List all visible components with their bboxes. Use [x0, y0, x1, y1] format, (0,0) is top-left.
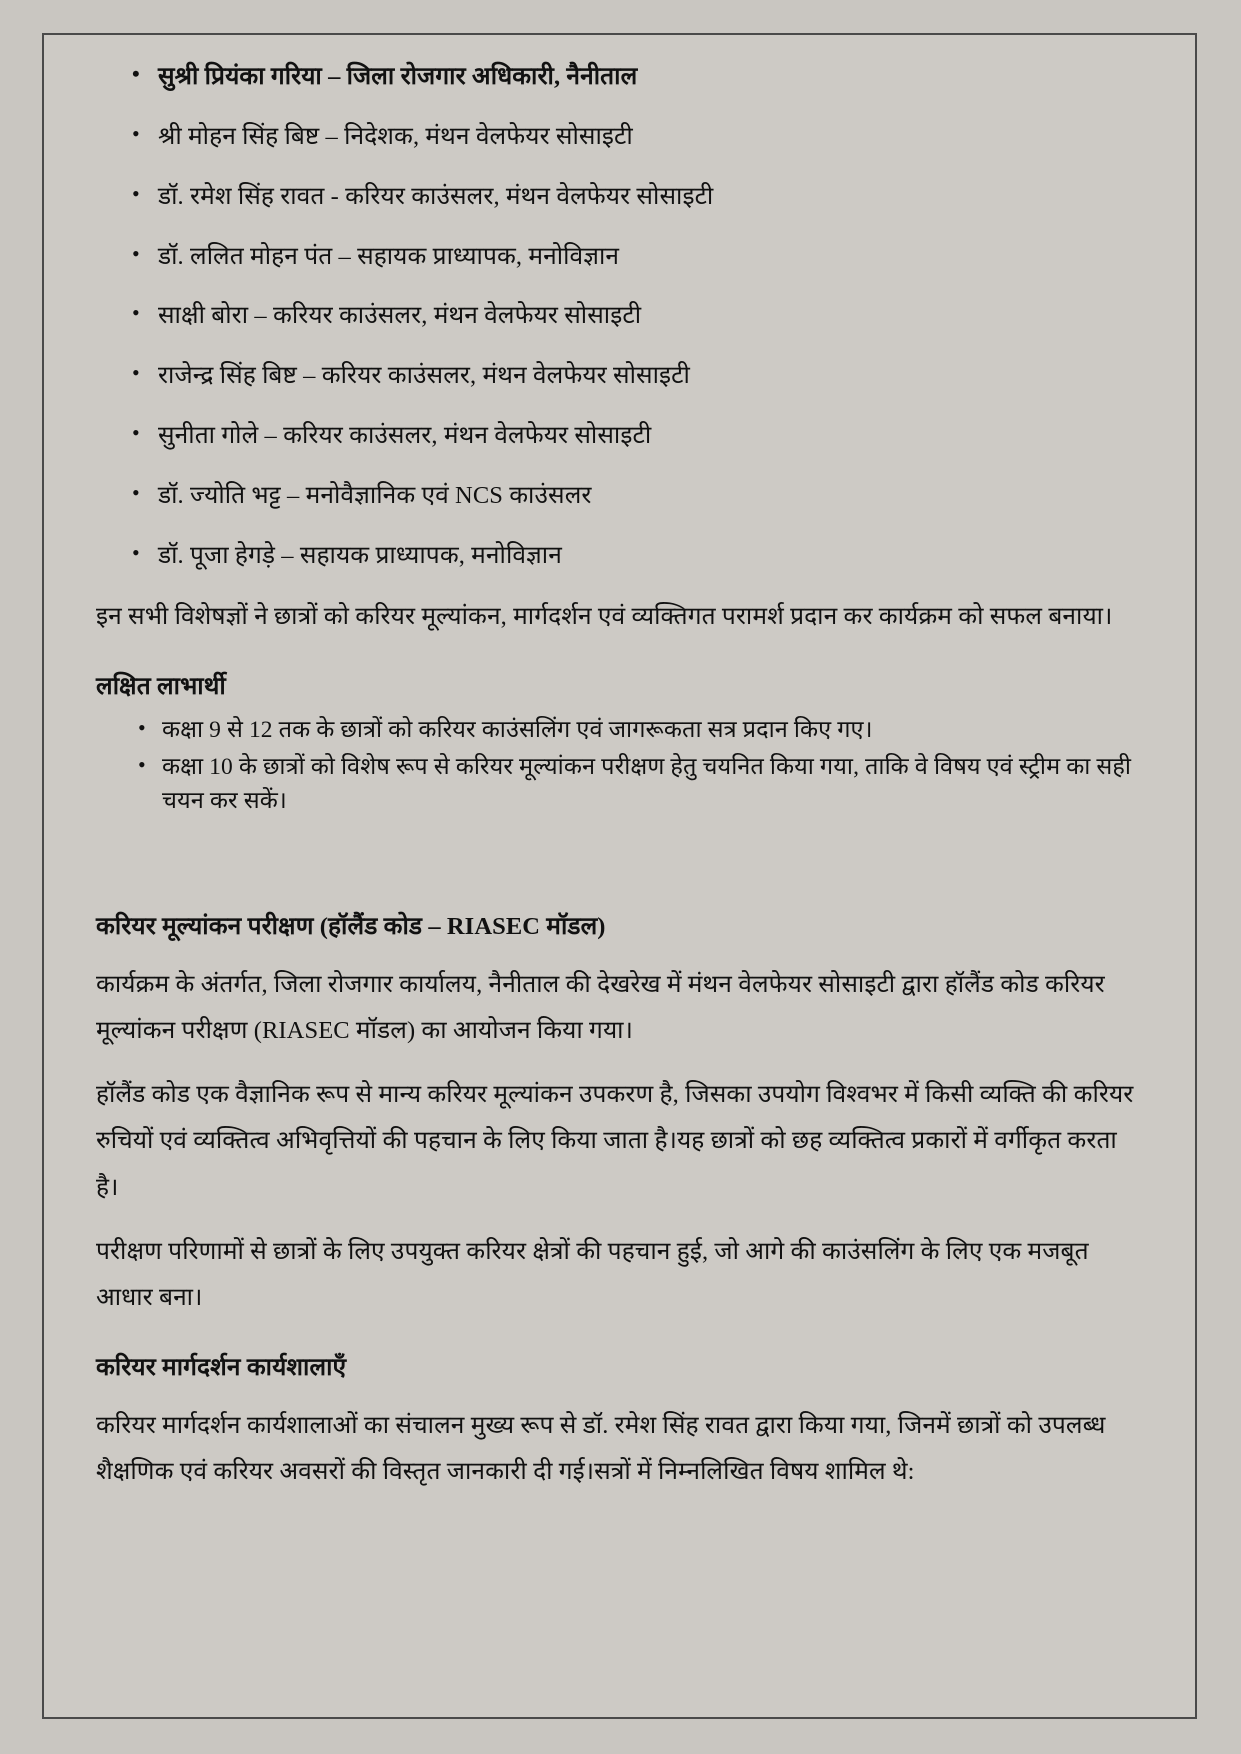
- list-item: [96, 480, 1143, 512]
- spacer: [96, 822, 1143, 910]
- list-item: [96, 540, 1143, 572]
- target-beneficiaries-heading: लक्षित लाभार्थी: [96, 672, 226, 700]
- speaker-text: साक्षी बोरा – करियर काउंसलर, मंथन वेलफेयर सोसाइटी: [158, 302, 642, 330]
- document-content: [96, 61, 1143, 1495]
- document-page: [42, 33, 1197, 1719]
- career-guidance-paragraph-1: करियर मार्गदर्शन कार्यशालाओं का संचालन मुख्य रूप से डॉ. रमेश सिंह रावत द्वारा किया गया, जिनमें छात्रों को उपलब्ध शैक्षणिक एवं करियर अवसरों की विस्तृत जानकारी दी गई।सत्रों में निम्नलिखित विषय शामिल थे:: [96, 1411, 1106, 1485]
- speaker-text: श्री मोहन सिंह बिष्ट – निदेशक, मंथन वेलफेयर सोसाइटी: [158, 122, 633, 150]
- speaker-text: सुनीता गोले – करियर काउंसलर, मंथन वेलफेयर सोसाइटी: [158, 422, 652, 450]
- career-guidance-workshops-heading: करियर मार्गदर्शन कार्यशालाएँ: [96, 1353, 347, 1381]
- career-assessment-paragraph-2: हॉलैंड कोड एक वैज्ञानिक रूप से मान्य करियर मूल्यांकन उपकरण है, जिसका उपयोग विश्वभर में किसी व्यक्ति की करियर रुचियों एवं व्यक्तित्व अभिवृत्तियों की पहचान के लिए किया जाता है।यह छात्रों को छह व्यक्तित्व प्रकारों में वर्गीकृत करता है।: [96, 1081, 1134, 1201]
- spacer: [96, 1211, 1143, 1229]
- career-assessment-paragraph-3: परीक्षण परिणामों से छात्रों के लिए उपयुक्त करियर क्षेत्रों की पहचान हुई, जो आगे की काउंसलिंग के लिए एक मजबूत आधार बना।: [96, 1237, 1089, 1311]
- beneficiary-text: कक्षा 10 के छात्रों को विशेष रूप से करियर मूल्यांकन परीक्षण हेतु चयनित किया गया, ताकि वे विषय एवं स्ट्रीम का सही चयन कर सकें।: [162, 754, 1132, 814]
- career-assessment-paragraph-1: कार्यक्रम के अंतर्गत, जिला रोजगार कार्यालय, नैनीताल की देखरेख में मंथन वेलफेयर सोसाइटी द्वारा हॉलैंड कोड करियर मूल्यांकन परीक्षण (RIASEC मॉडल) का आयोजन किया गया।: [96, 971, 1105, 1045]
- spacer: [96, 1321, 1143, 1351]
- speaker-text: डॉ. रमेश सिंह रावत - करियर काउंसलर, मंथन वेलफेयर सोसाइटी: [158, 182, 714, 210]
- list-item: [96, 420, 1143, 452]
- spacer: [96, 944, 1143, 962]
- speaker-text: डॉ. पूजा हेगड़े – सहायक प्राध्यापक, मनोविज्ञान: [158, 541, 562, 569]
- list-item: [96, 61, 1143, 93]
- spacer: [96, 1054, 1143, 1072]
- spacer: [96, 1385, 1143, 1403]
- list-item: [96, 121, 1143, 153]
- speaker-text: डॉ. ललित मोहन पंत – सहायक प्राध्यापक, मनोविज्ञान: [158, 242, 620, 270]
- target-beneficiaries-list: [96, 714, 1143, 818]
- list-item: [96, 360, 1143, 392]
- speaker-text: डॉ. ज्योति भट्ट – मनोवैज्ञानिक एवं NCS काउंसलर: [158, 481, 592, 509]
- list-item: [96, 181, 1143, 213]
- list-item: [96, 714, 1143, 747]
- list-item: [96, 241, 1143, 273]
- speakers-list: [96, 61, 1143, 572]
- speaker-text: सुश्री प्रियंका गरिया – जिला रोजगार अधिकारी, नैनीताल: [158, 63, 638, 90]
- beneficiary-text: कक्षा 9 से 12 तक के छात्रों को करियर काउंसलिंग एवं जागरूकता सत्र प्रदान किए गए।: [162, 716, 873, 743]
- speaker-text: राजेन्द्र सिंह बिष्ट – करियर काउंसलर, मंथन वेलफेयर सोसाइटी: [158, 362, 690, 390]
- spacer: [96, 640, 1143, 670]
- career-assessment-heading: करियर मूल्यांकन परीक्षण (हॉलैंड कोड – RIASEC मॉडल): [96, 913, 606, 941]
- summary-paragraph: इन सभी विशेषज्ञों ने छात्रों को करियर मूल्यांकन, मार्गदर्शन एवं व्यक्तिगत परामर्श प्रदान कर कार्यक्रम को सफल बनाया।: [96, 602, 1113, 630]
- list-item: [96, 751, 1143, 818]
- list-item: [96, 300, 1143, 332]
